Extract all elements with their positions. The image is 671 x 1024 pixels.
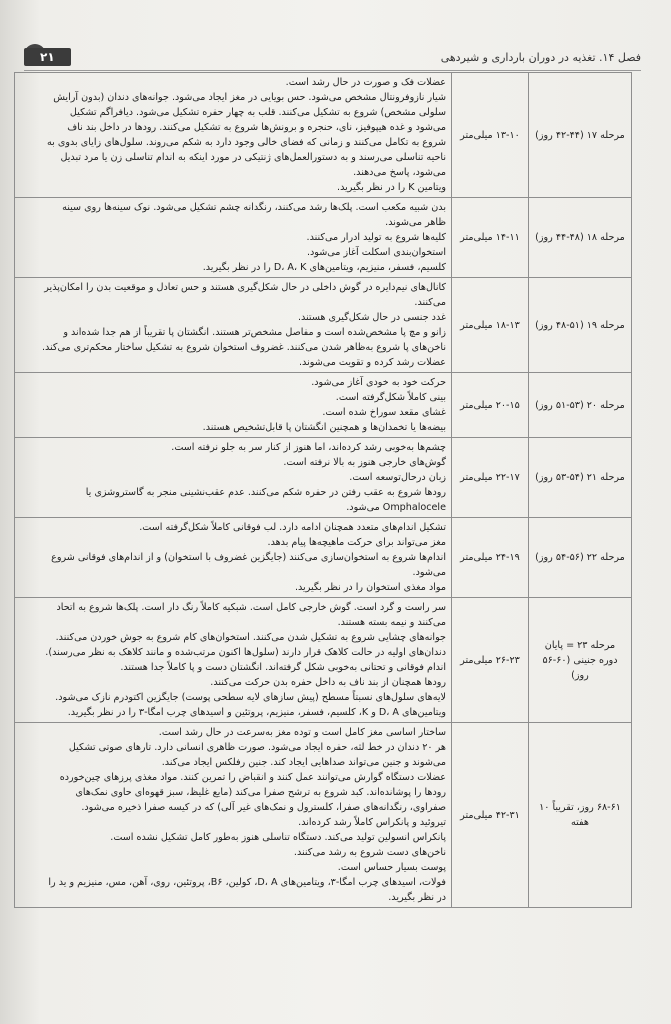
development-line: حرکت خود به خودی آغاز می‌شود.	[311, 377, 446, 388]
development-line: هر ۲۰ دندان در خط لثه، حفره ایجاد می‌شود. صورت ظاهری انسانی دارد. تارهای صوتی تشکیل	[68, 742, 446, 753]
development-line: بینی کاملاً شکل‌گرفته است.	[335, 392, 446, 403]
size-cell: ۲۴-۱۹ میلی‌متر	[452, 518, 529, 598]
stage-cell: مرحله ۱۹ (۵۱-۴۸ روز)	[529, 278, 632, 373]
development-line: غدد جنسی در حال شکل‌گیری هستند.	[297, 312, 446, 323]
table-row	[15, 518, 632, 598]
table-row	[15, 598, 632, 723]
size-cell: ۲۲-۱۷ میلی‌متر	[452, 438, 529, 518]
size-cell: ۱۸-۱۳ میلی‌متر	[452, 278, 529, 373]
development-line: جوانه‌های چشایی شروع به تشکیل شدن می‌کنند. استخوان‌های کام شروع به جوش خوردن می‌کنند.	[55, 632, 446, 643]
development-line: غشای مقعد سوراخ شده است.	[322, 407, 446, 418]
size-cell: ۴۲-۳۱ میلی‌متر	[452, 723, 529, 908]
development-line: شروع به تکامل می‌کنند و زمانی که فضای خالی وجود دارد به شکم می‌روند. سلول‌های زایای بدوی به	[46, 137, 446, 148]
development-line: ناحیه تناسلی می‌رسند و به دستورالعمل‌های ژنتیکی در مورد اینکه به اندام تناسلی زن یا مرد تبدیل	[60, 152, 446, 163]
stage-cell: ۶۸-۶۱ روز، تقریباً ۱۰ هفته	[529, 723, 632, 908]
development-line: تیروئید و پانکراس کاملاً رشد کرده‌اند.	[298, 817, 446, 828]
development-line: ویتامین K را در نظر بگیرید.	[337, 182, 446, 193]
development-line: می‌کنند و نیمه بسته هستند.	[337, 617, 446, 628]
development-line: پانکراس انسولین تولید می‌کند. دستگاه تناسلی هنوز به‌طور کامل تشکیل نشده است.	[110, 832, 446, 843]
development-line: ناخن‌های پا شروع به‌ظاهر شدن می‌کنند. غضروف استخوان شروع به تشکیل ساختار محکم‌تری می‌کند.	[41, 342, 446, 353]
stage-cell: مرحله ۲۲ (۵۶-۵۴ روز)	[529, 518, 632, 598]
embryo-stages-table	[14, 72, 632, 908]
development-line: عضلات دستگاه گوارش می‌توانند عمل کنند و انقباض را تمرین کنند. مواد مغذی پرزهای چین‌خورده	[59, 772, 446, 783]
development-cell	[15, 73, 452, 198]
development-line: ساختار اساسی مغز کامل است و توده مغز به‌سرعت در حال رشد است.	[158, 727, 446, 738]
development-line: اندام فوقانی و تحتانی به‌خوبی شکل گرفته‌اند. انگشتان دست و پا کاملاً جدا هستند.	[120, 662, 446, 673]
development-cell	[15, 373, 452, 438]
table-row	[15, 198, 632, 278]
development-line: استخوان‌بندی اسکلت آغاز می‌شود.	[306, 247, 446, 258]
development-line: دندان‌های اولیه در حالت کلاهک قرار دارند (سلول‌ها اکنون مرتب‌شده و مانند کلاهک به نظر می‌رسند).	[45, 647, 446, 658]
development-cell	[15, 518, 452, 598]
development-line: رودها شروع به عقب رفتن در حفره شکم می‌کنند. عدم عقب‌نشینی منجر به گاستروشزی یا	[85, 487, 446, 498]
table-row	[15, 373, 632, 438]
development-line: صفراوی، رنگدانه‌های صفرا، کلسترول و نمک‌های غیر آلی) که در کیسه صفرا ذخیره می‌شود.	[81, 802, 446, 813]
development-cell	[15, 598, 452, 723]
development-cell	[15, 198, 452, 278]
development-line: می‌شود و غده هیپوفیز، نای، حنجره و برونش‌ها شروع به تشکیل می‌کنند. رودها در داخل بند ناف	[67, 122, 446, 133]
development-line: می‌کنند.	[414, 297, 446, 308]
page-number: ۲۱	[24, 48, 71, 66]
development-line: سلولی مشخص) شروع به تشکیل می‌کنند. قلب به چهار حفره تشکیل می‌شود. دیافراگم تشکیل	[69, 107, 446, 118]
development-line: ویتامین‌های D، A و K، کلسیم، فسفر، منیزیم، پروتئین و اسیدهای چرب امگا-۳ را در نظر بگیرید.	[67, 707, 446, 718]
development-line: می‌شود، پاسخ می‌دهند.	[353, 167, 446, 178]
development-line: گوش‌های خارجی هنوز به بالا نرفته است.	[283, 457, 446, 468]
development-line: مواد مغذی استخوان را در نظر بگیرید.	[294, 582, 446, 593]
development-line: زبان درحال‌توسعه است.	[349, 472, 446, 483]
page-header	[24, 44, 641, 70]
development-line: Omphalocele می‌شود.	[346, 502, 446, 513]
development-line: پوست بسیار حساس است.	[337, 862, 446, 873]
table-row	[15, 438, 632, 518]
stage-cell: مرحله ۲۱ (۵۴-۵۳ روز)	[529, 438, 632, 518]
table-row	[15, 278, 632, 373]
development-line: عضلات فک و صورت در حال رشد است.	[285, 77, 446, 88]
size-cell: ۱۴-۱۱ میلی‌متر	[452, 198, 529, 278]
development-line: کلیه‌ها شروع به تولید ادرار می‌کنند.	[306, 232, 446, 243]
development-line: در نظر بگیرید.	[388, 892, 446, 903]
development-line: می‌شوند و جنین می‌تواند صداهایی ایجاد کند. جنین رفلکس ایجاد می‌کند.	[161, 757, 446, 768]
development-line: تشکیل اندام‌های متعدد همچنان ادامه دارد. لب فوقانی کاملاً شکل‌گرفته است.	[139, 522, 446, 533]
development-line: سر راست و گرد است. گوش خارجی کامل است. شبکیه کاملاً رنگ دار است. پلک‌ها شروع به اتحاد	[56, 602, 446, 613]
development-line: کلسیم، فسفر، منیزیم، ویتامین‌های D، A، K را در نظر بگیرید.	[202, 262, 446, 273]
stage-cell: مرحله ۱۸ (۴۸-۴۴ روز)	[529, 198, 632, 278]
development-line: مغز می‌تواند برای حرکت ماهیچه‌ها پیام بدهد.	[267, 537, 446, 548]
table-row	[15, 723, 632, 908]
development-line: اندام‌ها شروع به استخوان‌سازی می‌کنند (جایگزین غضروف با استخوان) و از اندام‌های فوقانی شروع	[51, 552, 446, 563]
stage-cell: مرحله ۲۳ = پایان دوره جنینی (۶۰-۵۶ روز)	[529, 598, 632, 723]
development-line: کانال‌های نیم‌دایره در گوش داخلی در حال شکل‌گیری هستند و حس تعادل و موقعیت بدن را امکان‌پذیر	[44, 282, 446, 293]
development-line: بیضه‌ها یا تخمدان‌ها و همچنین انگشتان پا قابل‌تشخیص هستند.	[202, 422, 446, 433]
development-line: ظاهر می‌شوند.	[385, 217, 446, 228]
size-cell: ۱۳-۱۰ میلی‌متر	[452, 73, 529, 198]
development-line: چشم‌ها به‌خوبی رشد کرده‌اند، اما هنوز از کنار سر به جلو نرفته است.	[171, 442, 446, 453]
development-line: بدن شبیه مکعب است. پلک‌ها رشد می‌کنند، رنگدانه چشم تشکیل می‌شود. نوک سینه‌ها روی سینه	[62, 202, 446, 213]
development-line: زانو و مچ پا مشخص‌شده است و مفاصل مشخص‌تر هستند. انگشتان پا تقریباً از هم جدا شده‌اند و	[63, 327, 446, 338]
development-line: عضلات رشد کرده و تقویت می‌شوند.	[298, 357, 446, 368]
chapter-title: فصل ۱۴. تغذیه در دوران بارداری و شیردهی	[440, 50, 641, 64]
stage-cell: مرحله ۲۰ (۵۳-۵۱ روز)	[529, 373, 632, 438]
development-cell	[15, 438, 452, 518]
size-cell: ۲۰-۱۵ میلی‌متر	[452, 373, 529, 438]
development-line: شیار نازوفرونتال مشخص می‌شود. حس بویایی در مغز ایجاد می‌شود. جوانه‌های دندان (بدون آرایش	[53, 92, 446, 103]
development-line: فولات، اسیدهای چرب امگا-۳، ویتامین‌های D، A، کولین، B۶، پروتئین، روی، آهن، مس، منیزیم و ید را	[48, 877, 446, 888]
development-line: ناخن‌های دست شروع به رشد می‌کنند.	[293, 847, 446, 858]
development-line: لایه‌های سلول‌های نسبتاً مسطح (پیش سازهای لایه سطحی پوست) جایگزین اکتودرم نازک می‌شود.	[55, 692, 446, 703]
development-line: می‌شود.	[412, 567, 446, 578]
development-line: رودها همچنان از بند ناف به داخل حفره بدن حرکت می‌کنند.	[210, 677, 446, 688]
size-cell: ۲۶-۲۳ میلی‌متر	[452, 598, 529, 723]
table-row	[15, 73, 632, 198]
header-rule	[24, 70, 641, 71]
development-line: رودها را پوشانده‌اند. کبد شروع به ترشح صفرا می‌کند (مایع غلیظ، سبز قهوه‌ای حاوی نمک‌های	[75, 787, 446, 798]
development-cell	[15, 723, 452, 908]
development-cell	[15, 278, 452, 373]
stage-cell: مرحله ۱۷ (۴۴-۴۲ روز)	[529, 73, 632, 198]
